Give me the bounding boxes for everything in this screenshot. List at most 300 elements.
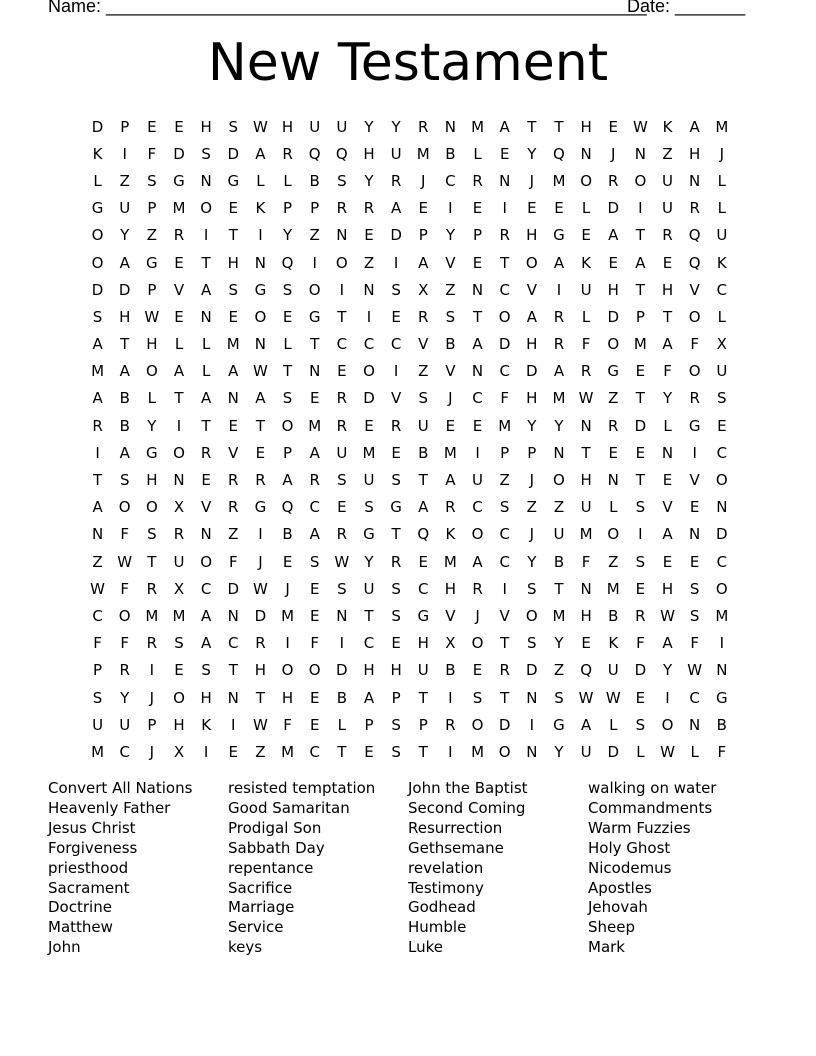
grid-letter: O: [525, 606, 538, 625]
grid-letter: C: [716, 552, 728, 571]
grid-letter: T: [337, 307, 347, 326]
grid-letter: N: [580, 416, 592, 435]
grid-letter: H: [444, 579, 457, 598]
grid-letter: M: [362, 443, 376, 462]
grid-letter: R: [608, 171, 619, 190]
grid-letter: M: [552, 171, 566, 190]
grid-letter: D: [634, 416, 647, 435]
grid-letter: H: [661, 280, 674, 299]
grid-letter: M: [471, 117, 485, 136]
grid-letter: W: [117, 552, 133, 571]
grid-letter: D: [227, 579, 240, 598]
grid-letter: N: [471, 362, 484, 381]
grid-letter: I: [692, 443, 697, 462]
grid-letter: O: [91, 253, 104, 272]
word-search-grid: [84, 113, 735, 766]
grid-letter: F: [283, 715, 292, 734]
grid-letter: N: [173, 471, 185, 490]
grid-letter: N: [336, 606, 348, 625]
grid-letter: E: [337, 362, 347, 381]
grid-letter: N: [689, 715, 701, 734]
grid-letter: E: [554, 199, 564, 218]
grid-letter: P: [391, 688, 401, 707]
grid-letter: C: [309, 498, 320, 517]
word-list-item: Service: [228, 918, 284, 937]
grid-letter: R: [255, 471, 266, 490]
grid-letter: X: [173, 742, 185, 761]
grid-letter: M: [281, 606, 295, 625]
word-list-item: Sacrifice: [228, 878, 293, 897]
grid-letter: D: [526, 661, 538, 680]
grid-letter: D: [607, 742, 620, 761]
grid-letter: I: [448, 742, 453, 761]
grid-letter: O: [281, 661, 294, 680]
grid-letter: Y: [364, 117, 374, 136]
grid-letter: H: [580, 117, 592, 136]
grid-letter: E: [201, 471, 211, 490]
grid-letter: S: [147, 171, 157, 190]
grid-letter: R: [336, 389, 348, 408]
grid-letter: G: [227, 171, 240, 190]
grid-letter: M: [91, 362, 105, 381]
word-list-item: Marriage: [228, 898, 295, 917]
grid-letter: C: [472, 498, 483, 517]
grid-letter: R: [146, 634, 158, 653]
grid-letter: E: [472, 253, 483, 272]
grid-letter: T: [391, 525, 401, 544]
grid-letter: I: [258, 226, 263, 245]
grid-letter: J: [149, 688, 155, 707]
grid-letter: Z: [418, 362, 429, 381]
grid-letter: U: [417, 416, 429, 435]
grid-letter: O: [471, 525, 484, 544]
grid-letter: R: [119, 661, 130, 680]
grid-letter: P: [147, 280, 157, 299]
grid-letter: M: [281, 742, 295, 761]
grid-row: [84, 521, 735, 548]
grid-letter: E: [635, 443, 646, 462]
grid-letter: W: [578, 389, 594, 408]
grid-letter: W: [687, 661, 703, 680]
grid-letter: C: [363, 634, 375, 653]
grid-row: [84, 331, 735, 358]
grid-letter: D: [336, 661, 348, 680]
grid-letter: H: [607, 280, 619, 299]
grid-letter: I: [149, 661, 155, 680]
grid-letter: H: [417, 634, 429, 653]
grid-letter: T: [337, 742, 347, 761]
grid-letter: L: [201, 362, 211, 381]
grid-letter: S: [445, 307, 456, 326]
grid-letter: T: [500, 253, 510, 272]
grid-letter: G: [146, 443, 158, 462]
grid-letter: F: [120, 579, 130, 598]
word-list-item: Apostles: [588, 878, 652, 897]
grid-letter: D: [607, 307, 620, 326]
grid-letter: K: [608, 634, 619, 653]
grid-letter: X: [445, 634, 456, 653]
grid-letter: C: [716, 443, 728, 462]
grid-letter: W: [144, 307, 160, 326]
grid-letter: P: [418, 715, 428, 734]
grid-letter: L: [147, 389, 157, 408]
grid-letter: C: [309, 742, 320, 761]
word-list-item: Humble: [408, 918, 467, 937]
grid-letter: E: [228, 199, 239, 218]
grid-letter: D: [227, 144, 240, 163]
word-list-item: Second Coming: [408, 798, 526, 817]
grid-row: [84, 711, 735, 738]
grid-letter: J: [529, 525, 535, 544]
grid-letter: M: [416, 144, 430, 163]
grid-letter: N: [716, 661, 728, 680]
grid-letter: U: [336, 443, 348, 462]
grid-letter: E: [391, 307, 401, 326]
grid-letter: B: [336, 688, 347, 707]
grid-letter: O: [308, 661, 321, 680]
grid-letter: E: [608, 117, 618, 136]
grid-letter: U: [580, 742, 592, 761]
grid-letter: I: [258, 525, 263, 544]
grid-letter: L: [636, 742, 645, 761]
grid-letter: L: [473, 144, 482, 163]
grid-letter: N: [689, 171, 701, 190]
grid-letter: S: [391, 280, 401, 299]
grid-letter: G: [553, 226, 565, 245]
grid-letter: S: [228, 280, 239, 299]
grid-letter: S: [364, 498, 374, 517]
grid-letter: S: [391, 606, 401, 625]
grid-letter: Y: [554, 742, 564, 761]
grid-letter: A: [173, 362, 185, 381]
grid-letter: F: [93, 634, 102, 653]
grid-letter: X: [173, 498, 185, 517]
grid-letter: E: [309, 606, 320, 625]
grid-letter: A: [255, 144, 266, 163]
grid-letter: T: [418, 471, 428, 490]
grid-row: [84, 548, 735, 575]
grid-letter: O: [580, 171, 592, 190]
grid-row: [84, 385, 735, 412]
grid-letter: M: [226, 335, 240, 354]
grid-letter: A: [635, 253, 646, 272]
grid-letter: U: [580, 498, 592, 517]
grid-letter: O: [363, 362, 375, 381]
grid-letter: E: [174, 307, 184, 326]
grid-letter: X: [418, 280, 429, 299]
grid-letter: E: [337, 498, 347, 517]
grid-letter: S: [92, 688, 103, 707]
grid-letter: K: [662, 117, 673, 136]
grid-letter: V: [201, 498, 212, 517]
grid-letter: H: [146, 335, 158, 354]
grid-letter: T: [472, 307, 483, 326]
grid-letter: V: [689, 280, 700, 299]
grid-letter: Q: [417, 525, 430, 544]
grid-letter: R: [390, 416, 402, 435]
grid-letter: Y: [364, 552, 374, 571]
word-list: [48, 779, 768, 958]
grid-letter: S: [689, 606, 700, 625]
grid-letter: N: [91, 525, 104, 544]
grid-letter: A: [472, 335, 483, 354]
grid-letter: X: [173, 579, 185, 598]
grid-letter: P: [418, 226, 428, 245]
grid-letter: I: [638, 525, 643, 544]
date-field-label: Date: _______: [627, 0, 746, 16]
grid-letter: Q: [688, 253, 701, 272]
grid-letter: Z: [255, 742, 266, 761]
grid-letter: S: [309, 552, 320, 571]
grid-letter: N: [227, 606, 239, 625]
grid-letter: E: [527, 199, 537, 218]
grid-letter: T: [635, 389, 645, 408]
grid-letter: E: [147, 117, 157, 136]
grid-row: [84, 738, 735, 765]
grid-letter: L: [717, 171, 726, 190]
grid-letter: E: [364, 226, 374, 245]
grid-letter: J: [719, 144, 725, 163]
grid-letter: Y: [554, 634, 564, 653]
grid-letter: W: [252, 362, 268, 381]
grid-letter: G: [715, 688, 728, 707]
grid-letter: R: [499, 226, 510, 245]
grid-letter: T: [500, 688, 510, 707]
grid-letter: O: [607, 525, 620, 544]
grid-letter: Y: [554, 416, 564, 435]
grid-letter: S: [635, 715, 646, 734]
grid-letter: B: [418, 443, 429, 462]
grid-letter: B: [282, 525, 293, 544]
grid-letter: N: [200, 171, 212, 190]
grid-letter: L: [93, 171, 102, 190]
grid-letter: B: [309, 171, 320, 190]
grid-letter: R: [472, 579, 483, 598]
grid-letter: A: [228, 362, 239, 381]
word-list-item: Luke: [408, 938, 443, 957]
grid-letter: O: [688, 307, 701, 326]
grid-letter: I: [339, 280, 345, 299]
grid-letter: Z: [363, 253, 375, 272]
grid-letter: E: [581, 226, 591, 245]
grid-letter: V: [689, 471, 700, 490]
grid-letter: W: [90, 579, 105, 598]
grid-letter: A: [255, 389, 266, 408]
grid-row: [84, 276, 735, 303]
grid-letter: C: [92, 606, 103, 625]
grid-letter: I: [366, 307, 372, 326]
grid-letter: C: [689, 688, 700, 707]
word-list-item: Resurrection: [408, 818, 503, 837]
grid-letter: E: [309, 389, 320, 408]
word-list-item: Jesus Christ: [48, 818, 136, 837]
grid-letter: D: [498, 715, 511, 734]
word-list-item: Sacrament: [48, 878, 130, 897]
grid-letter: A: [282, 471, 293, 490]
grid-letter: R: [309, 471, 320, 490]
grid-letter: L: [283, 335, 292, 354]
grid-letter: R: [418, 307, 429, 326]
grid-letter: T: [228, 661, 238, 680]
grid-letter: E: [282, 552, 293, 571]
grid-letter: K: [445, 525, 456, 544]
grid-letter: Q: [688, 226, 701, 245]
grid-letter: W: [334, 552, 350, 571]
grid-letter: A: [309, 525, 320, 544]
grid-row: [84, 412, 735, 439]
grid-letter: R: [445, 715, 456, 734]
word-list-item: Commandments: [588, 798, 713, 817]
grid-letter: G: [91, 199, 104, 218]
grid-letter: M: [715, 117, 729, 136]
grid-letter: S: [119, 471, 130, 490]
grid-letter: Y: [527, 144, 537, 163]
grid-letter: A: [92, 335, 103, 354]
grid-letter: P: [120, 117, 130, 136]
grid-letter: E: [174, 661, 184, 680]
grid-letter: U: [417, 661, 429, 680]
grid-letter: M: [91, 742, 105, 761]
grid-letter: I: [719, 634, 725, 653]
grid-letter: I: [176, 416, 182, 435]
grid-letter: Y: [282, 226, 293, 245]
grid-letter: Y: [527, 552, 537, 571]
grid-letter: Z: [309, 226, 320, 245]
grid-letter: O: [91, 226, 104, 245]
grid-letter: P: [473, 226, 483, 245]
grid-letter: D: [498, 335, 511, 354]
word-list-item: resisted temptation: [228, 779, 376, 797]
grid-letter: B: [445, 661, 456, 680]
grid-letter: M: [443, 552, 457, 571]
grid-letter: U: [716, 226, 728, 245]
grid-letter: M: [145, 606, 159, 625]
grid-letter: E: [391, 634, 401, 653]
grid-letter: T: [635, 226, 645, 245]
grid-letter: T: [255, 688, 265, 707]
grid-letter: E: [174, 117, 184, 136]
grid-letter: A: [92, 389, 103, 408]
grid-row: [84, 602, 735, 629]
grid-row: [84, 167, 735, 194]
grid-letter: H: [119, 307, 131, 326]
grid-letter: O: [634, 171, 647, 190]
grid-row: [84, 113, 735, 140]
grid-letter: D: [118, 280, 131, 299]
grid-letter: R: [255, 634, 266, 653]
grid-letter: N: [227, 389, 239, 408]
grid-letter: S: [418, 389, 429, 408]
grid-letter: R: [689, 199, 700, 218]
grid-letter: S: [147, 525, 157, 544]
grid-letter: I: [312, 253, 317, 272]
grid-letter: H: [363, 661, 375, 680]
grid-letter: C: [499, 525, 510, 544]
grid-letter: U: [173, 552, 185, 571]
grid-letter: O: [553, 471, 565, 490]
grid-letter: V: [390, 389, 402, 408]
word-list-item: revelation: [408, 858, 484, 877]
grid-row: [84, 358, 735, 385]
grid-letter: S: [499, 498, 510, 517]
grid-letter: E: [228, 307, 239, 326]
grid-letter: E: [255, 443, 266, 462]
grid-letter: O: [200, 199, 213, 218]
word-list-item: priesthood: [48, 858, 129, 877]
grid-letter: G: [553, 715, 565, 734]
grid-letter: O: [145, 362, 158, 381]
grid-letter: L: [283, 171, 292, 190]
grid-letter: Z: [662, 144, 673, 163]
grid-letter: E: [472, 661, 483, 680]
grid-letter: A: [92, 498, 103, 517]
grid-letter: S: [391, 715, 401, 734]
grid-letter: W: [578, 688, 594, 707]
grid-letter: H: [146, 471, 158, 490]
grid-letter: E: [608, 443, 618, 462]
grid-letter: P: [147, 199, 157, 218]
grid-letter: T: [120, 335, 130, 354]
grid-letter: A: [526, 307, 537, 326]
grid-letter: R: [336, 199, 348, 218]
grid-letter: U: [472, 471, 484, 490]
grid-letter: M: [579, 525, 593, 544]
grid-letter: N: [553, 443, 565, 462]
grid-letter: A: [390, 199, 402, 218]
grid-letter: C: [418, 579, 429, 598]
grid-letter: S: [717, 389, 727, 408]
grid-letter: A: [553, 362, 565, 381]
grid-letter: U: [363, 579, 375, 598]
grid-letter: P: [310, 199, 320, 218]
page-title: New Testament: [207, 33, 609, 93]
grid-letter: S: [527, 579, 537, 598]
grid-letter: H: [390, 661, 402, 680]
grid-letter: N: [363, 280, 375, 299]
grid-letter: A: [418, 253, 429, 272]
grid-letter: R: [390, 171, 402, 190]
grid-letter: F: [120, 525, 130, 544]
grid-letter: T: [500, 634, 510, 653]
grid-letter: A: [201, 280, 212, 299]
grid-row: [84, 140, 735, 167]
grid-row: [84, 494, 735, 521]
grid-letter: C: [390, 335, 402, 354]
word-list-item: keys: [228, 938, 263, 957]
grid-letter: V: [418, 335, 429, 354]
grid-letter: N: [580, 579, 592, 598]
grid-letter: S: [174, 634, 184, 653]
grid-letter: N: [200, 525, 212, 544]
grid-letter: H: [173, 715, 185, 734]
grid-letter: O: [525, 253, 538, 272]
grid-letter: U: [336, 117, 348, 136]
grid-letter: R: [553, 307, 565, 326]
grid-letter: N: [526, 688, 538, 707]
word-list-item: Doctrine: [48, 898, 112, 917]
grid-letter: L: [174, 335, 184, 354]
word-list-item: Good Samaritan: [228, 798, 350, 817]
grid-letter: D: [634, 661, 647, 680]
word-list-column: [48, 779, 228, 958]
grid-letter: N: [526, 742, 538, 761]
grid-letter: T: [364, 606, 374, 625]
grid-letter: T: [554, 579, 564, 598]
grid-letter: K: [255, 199, 266, 218]
grid-letter: Y: [662, 389, 673, 408]
grid-letter: O: [281, 416, 294, 435]
grid-letter: I: [502, 579, 507, 598]
